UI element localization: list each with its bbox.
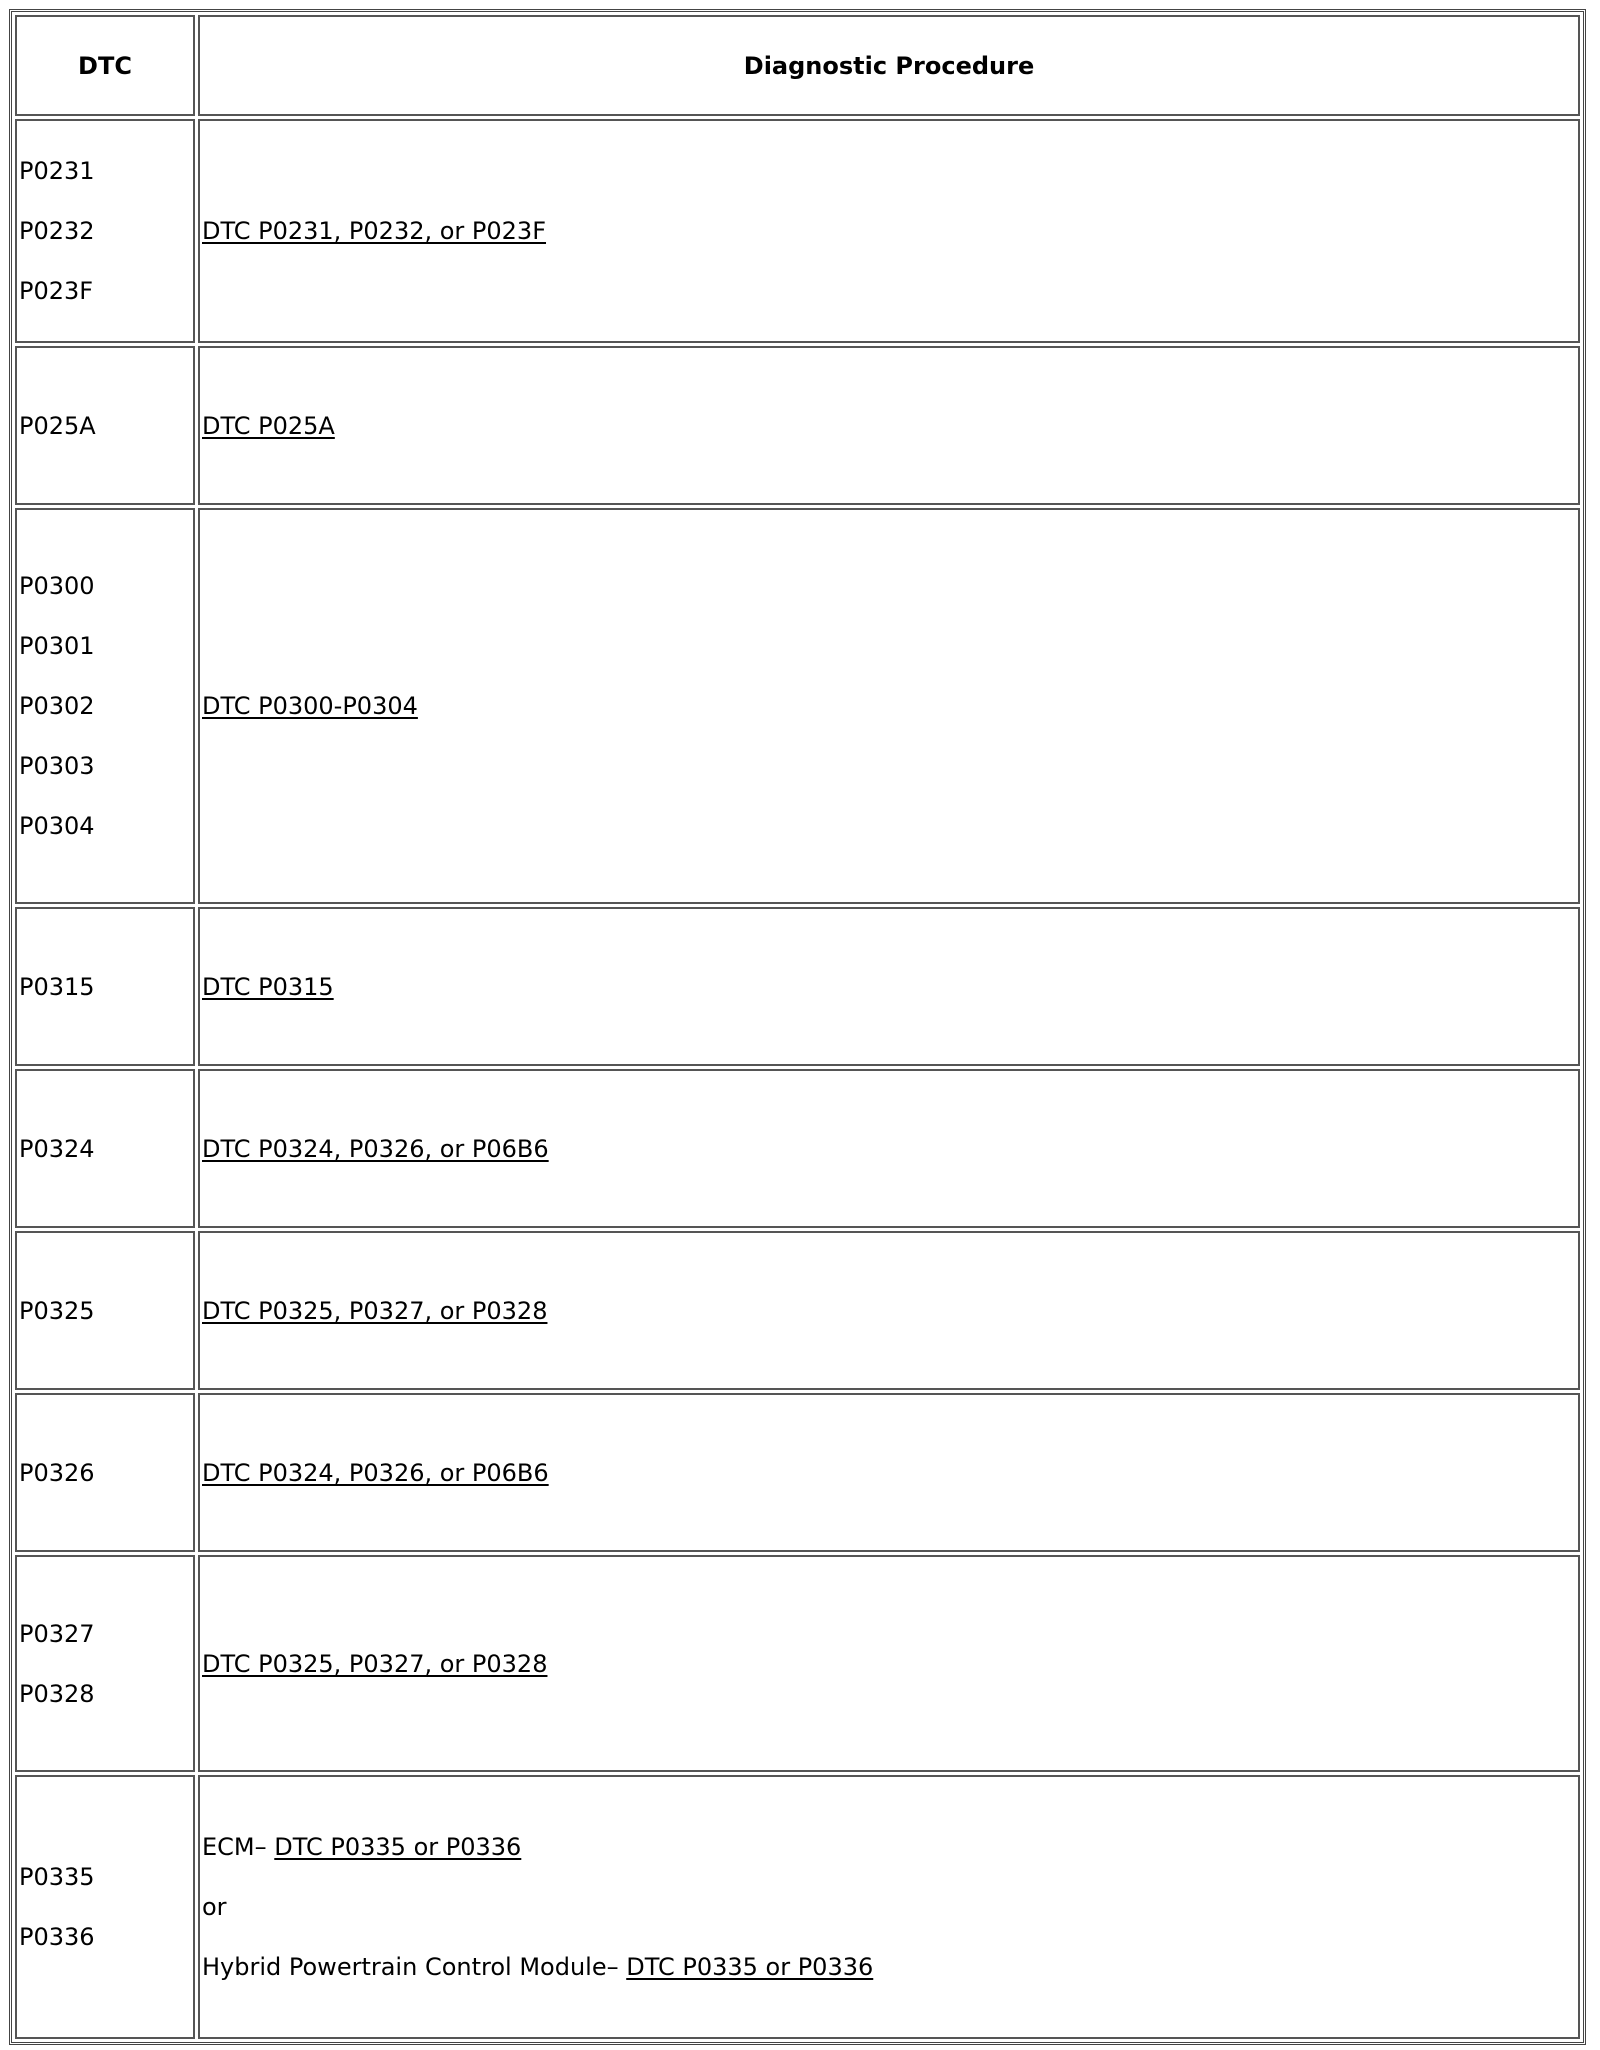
procedure-link[interactable]: DTC P025A: [202, 411, 335, 440]
dtc-cell: [15, 1555, 195, 1772]
procedure-or: or: [202, 1893, 227, 1921]
dtc-code: P0335: [19, 1863, 95, 1891]
procedure-link[interactable]: DTC P0325, P0327, or P0328: [202, 1649, 548, 1678]
dtc-code: P0324: [19, 1134, 95, 1163]
procedure-cell: [198, 1555, 1580, 1772]
procedure-link[interactable]: DTC P0315: [202, 972, 334, 1001]
table-row: [15, 508, 1580, 904]
table-row: [15, 1555, 1580, 1772]
procedure-cell: [198, 508, 1580, 904]
procedure-link[interactable]: DTC P0325, P0327, or P0328: [202, 1296, 548, 1325]
dtc-cell: [15, 1775, 195, 2039]
procedure-cell: [198, 119, 1580, 343]
table-row: [15, 346, 1580, 505]
dtc-cell: [15, 1393, 195, 1552]
dtc-code: P0303: [19, 752, 95, 780]
dtc-code: P0336: [19, 1923, 95, 1951]
table-row: [15, 119, 1580, 343]
dtc-code: P0328: [19, 1679, 95, 1708]
procedure-cell: [198, 1775, 1580, 2039]
dtc-code: P0325: [19, 1296, 95, 1325]
procedure-header: Diagnostic Procedure: [198, 15, 1580, 116]
table-row: [15, 1775, 1580, 2039]
procedure-link[interactable]: DTC P0324, P0326, or P06B6: [202, 1134, 549, 1163]
procedure-link[interactable]: DTC P0335 or P0336: [274, 1833, 522, 1861]
header-row: [15, 15, 1580, 116]
procedure-link[interactable]: DTC P0324, P0326, or P06B6: [202, 1458, 549, 1487]
procedure-cell: [198, 346, 1580, 505]
dtc-cell: [15, 508, 195, 904]
dtc-cell: [15, 346, 195, 505]
dtc-code: P0232: [19, 217, 95, 245]
table-row: [15, 1393, 1580, 1552]
dtc-code: P0302: [19, 692, 95, 720]
dtc-code: P025A: [19, 411, 96, 440]
dtc-code: P0326: [19, 1458, 95, 1487]
dtc-code: P0301: [19, 632, 95, 660]
dtc-code: P0231: [19, 157, 95, 185]
dtc-code: P0315: [19, 972, 95, 1001]
dtc-code: P0327: [19, 1619, 95, 1648]
dtc-cell: [15, 1231, 195, 1390]
procedure-link[interactable]: DTC P0335 or P0336: [626, 1953, 874, 1981]
procedure-prefix: ECM–: [202, 1833, 275, 1861]
dtc-cell: [15, 907, 195, 1066]
dtc-code: P023F: [19, 277, 94, 305]
procedure-cell: [198, 1069, 1580, 1228]
procedure-cell: [198, 1231, 1580, 1390]
procedure-prefix: Hybrid Powertrain Control Module–: [202, 1953, 627, 1981]
dtc-code: P0304: [19, 812, 95, 840]
table-row: [15, 907, 1580, 1066]
procedure-link[interactable]: DTC P0231, P0232, or P023F: [202, 217, 547, 245]
procedure-link[interactable]: DTC P0300-P0304: [202, 692, 418, 720]
procedure-cell: [198, 907, 1580, 1066]
dtc-table: [9, 9, 1586, 2045]
dtc-code: P0300: [19, 572, 95, 600]
dtc-header: DTC: [15, 15, 195, 116]
procedure-cell: [198, 1393, 1580, 1552]
table-row: [15, 1069, 1580, 1228]
table-row: [15, 1231, 1580, 1390]
dtc-cell: [15, 119, 195, 343]
dtc-cell: [15, 1069, 195, 1228]
